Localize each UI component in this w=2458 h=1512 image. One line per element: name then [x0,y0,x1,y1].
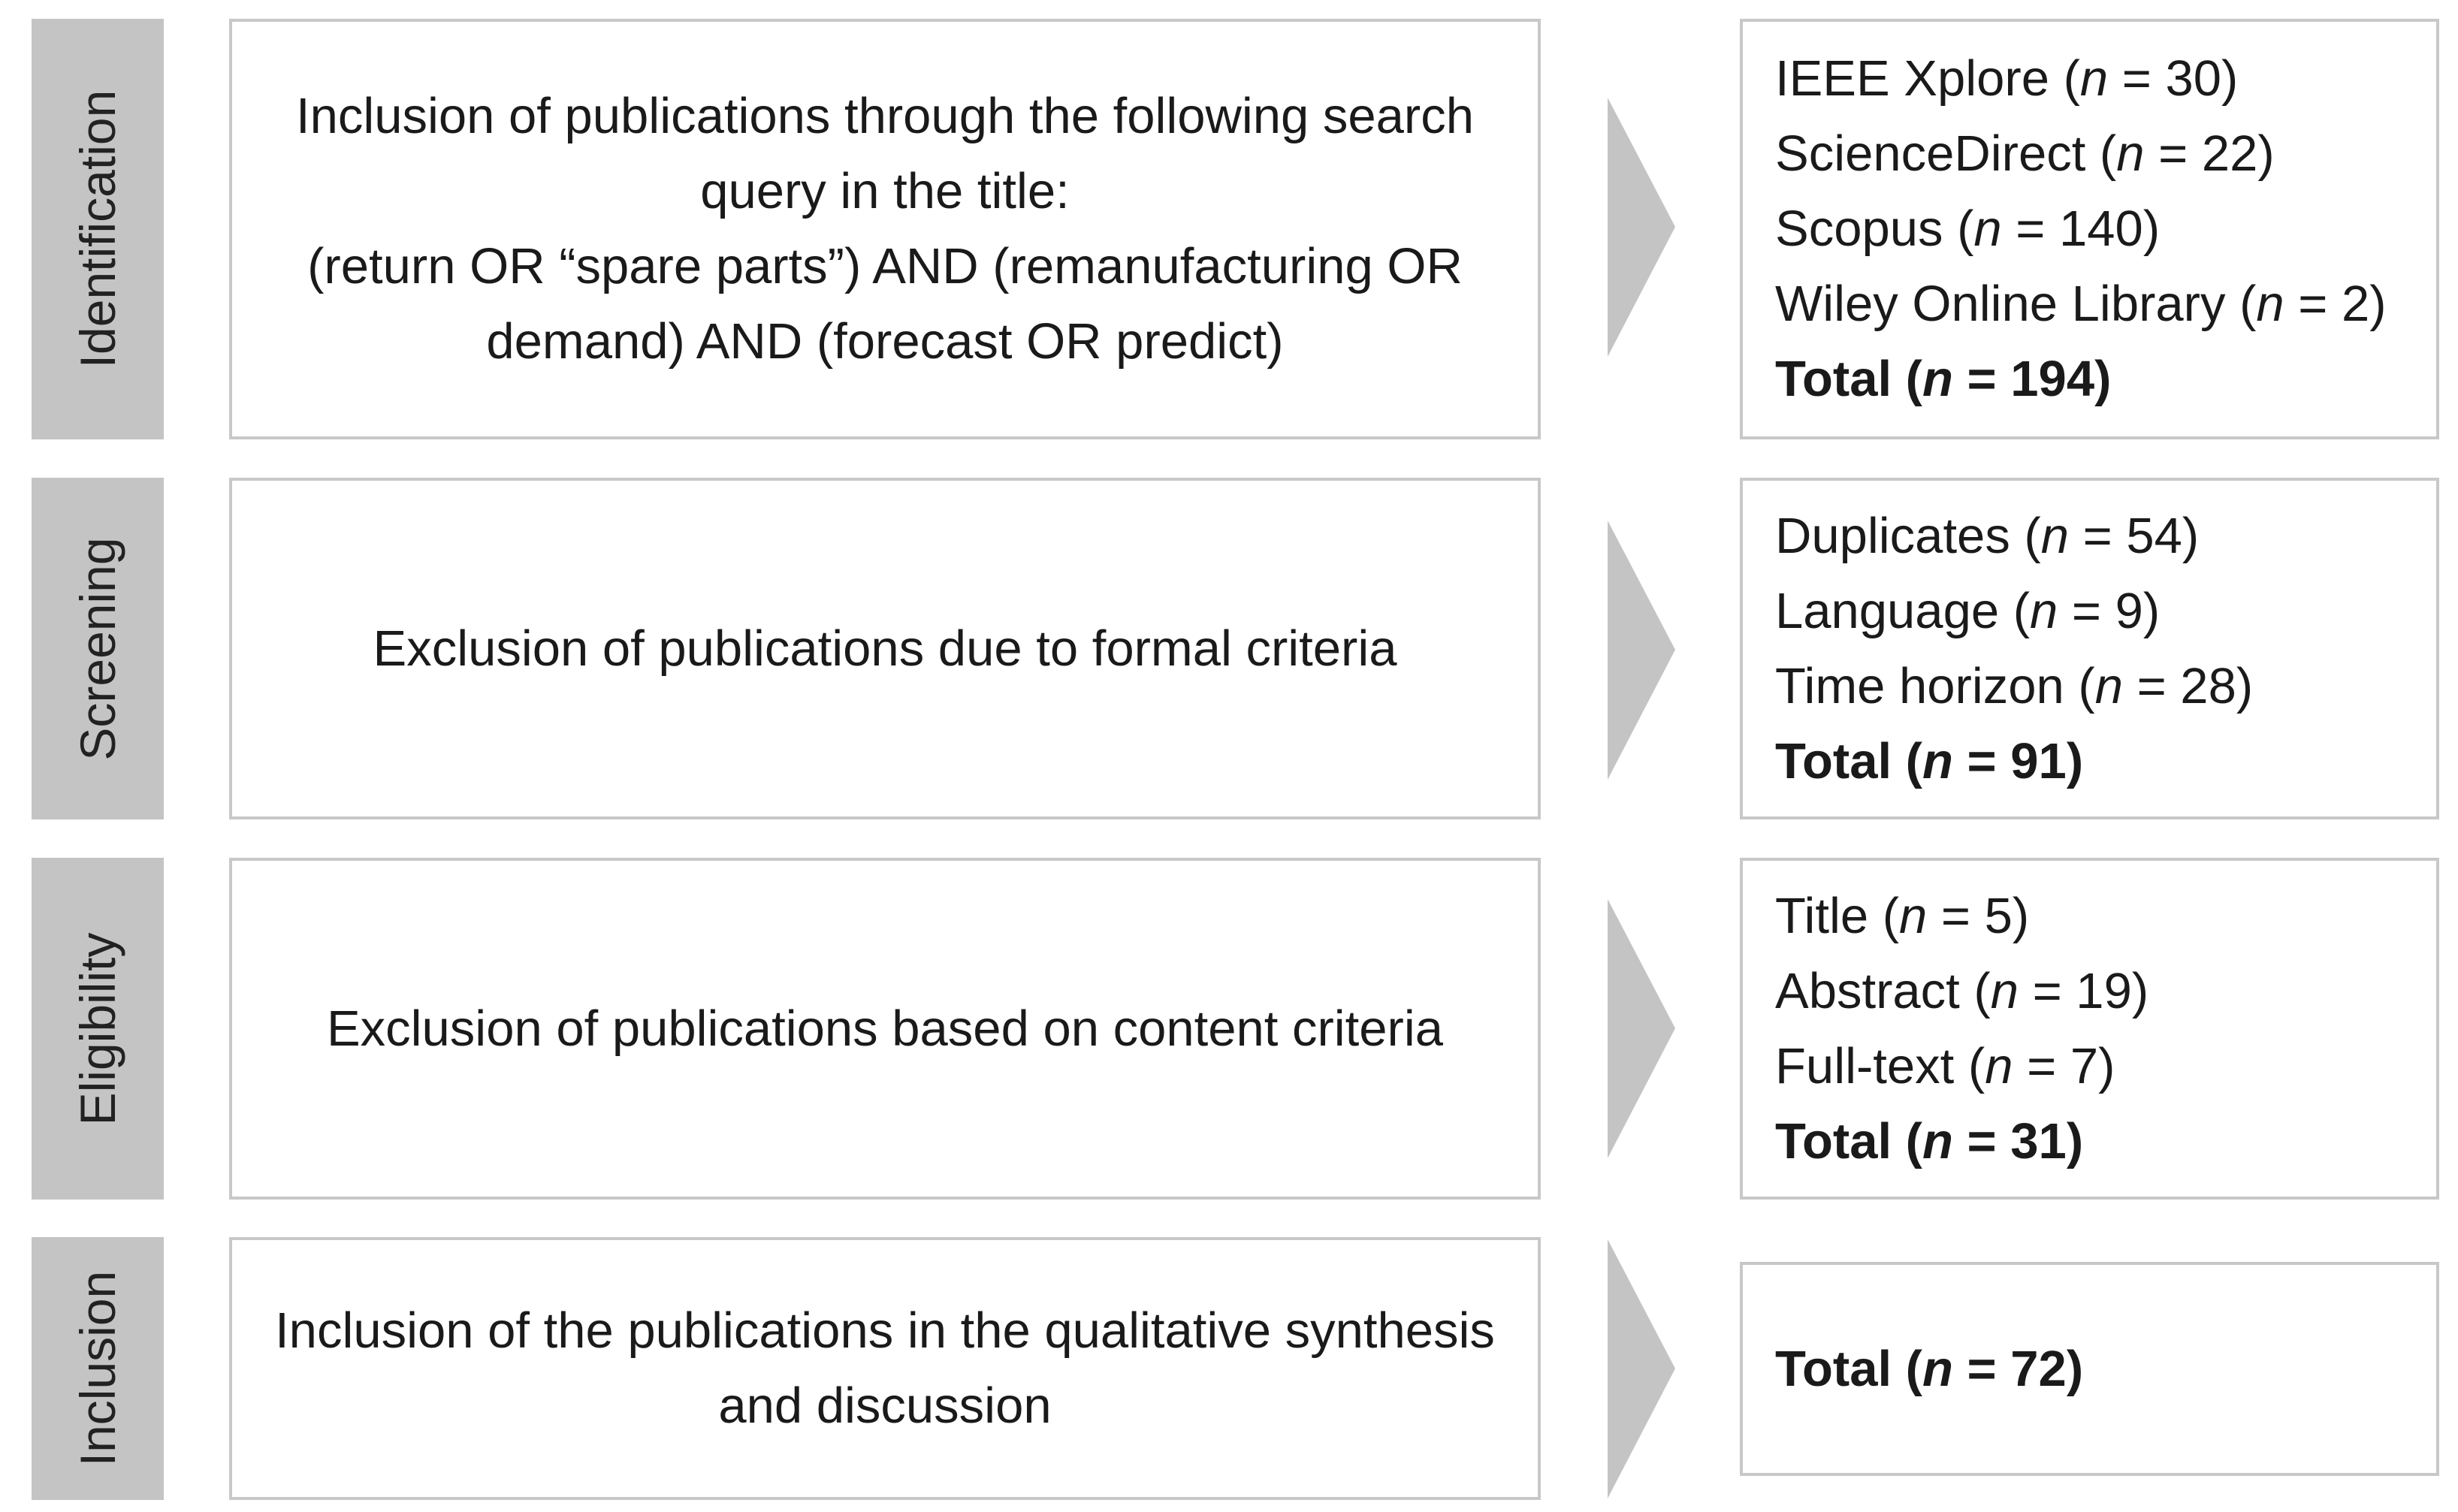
result-line: Duplicates (n = 54) [1775,507,2200,564]
description-box-screening [229,478,1541,819]
description-line: Exclusion of publications based on content criteria [326,1000,1444,1057]
description-box-identification [229,19,1541,439]
stage-bar-inclusion [32,1237,164,1500]
result-total: Total (n = 31) [1775,1112,2084,1169]
description-line: Exclusion of publications due to formal criteria [373,620,1397,677]
description-line: and discussion [718,1378,1052,1434]
result-line: IEEE Xplore (n = 30) [1775,50,2239,107]
description-line: (return OR “spare parts”) AND (remanufacturing OR [307,238,1463,294]
arrow-eligibility [1608,899,1675,1158]
description-text [296,79,1474,379]
result-total: Total (n = 194) [1775,351,2112,407]
description-box-eligibility [229,858,1541,1200]
result-line: Wiley Online Library (n = 2) [1775,276,2387,332]
description-text [275,1293,1495,1444]
stage-label: Identification [70,89,125,369]
description-line: Inclusion of the publications in the qualitative synthesis [275,1302,1495,1359]
result-line: Title (n = 5) [1775,887,2030,944]
result-box-identification [1740,19,2439,439]
description-line: query in the title: [700,163,1070,219]
result-line: Language (n = 9) [1775,582,2161,639]
result-total: Total (n = 91) [1775,732,2084,789]
stage-label: Screening [70,536,125,761]
result-line: Time horizon (n = 28) [1775,657,2254,714]
arrow-inclusion [1608,1239,1675,1498]
stage-label: Inclusion [70,1270,125,1467]
result-line: Scopus (n = 140) [1775,201,2161,257]
stage-label: Eligibility [70,932,125,1125]
description-text [373,611,1397,687]
arrow-screening [1608,521,1675,780]
stage-bar-screening [32,478,164,819]
stage-bar-identification [32,19,164,439]
description-line: Inclusion of publications through the following search [295,88,1475,144]
result-line: Abstract (n = 19) [1775,962,2149,1019]
description-text [327,991,1443,1067]
description-box-inclusion [229,1237,1541,1500]
result-line: Full-text (n = 7) [1775,1037,2115,1094]
result-total: Total (n = 72) [1775,1340,2084,1397]
arrow-identification [1608,98,1675,357]
stage-bar-eligibility [32,858,164,1200]
result-line: ScienceDirect (n = 22) [1775,125,2275,182]
result-box-screening [1740,478,2439,819]
result-box-inclusion [1740,1262,2439,1476]
description-line: demand) AND (forecast OR predict) [486,313,1284,370]
result-box-eligibility [1740,858,2439,1200]
